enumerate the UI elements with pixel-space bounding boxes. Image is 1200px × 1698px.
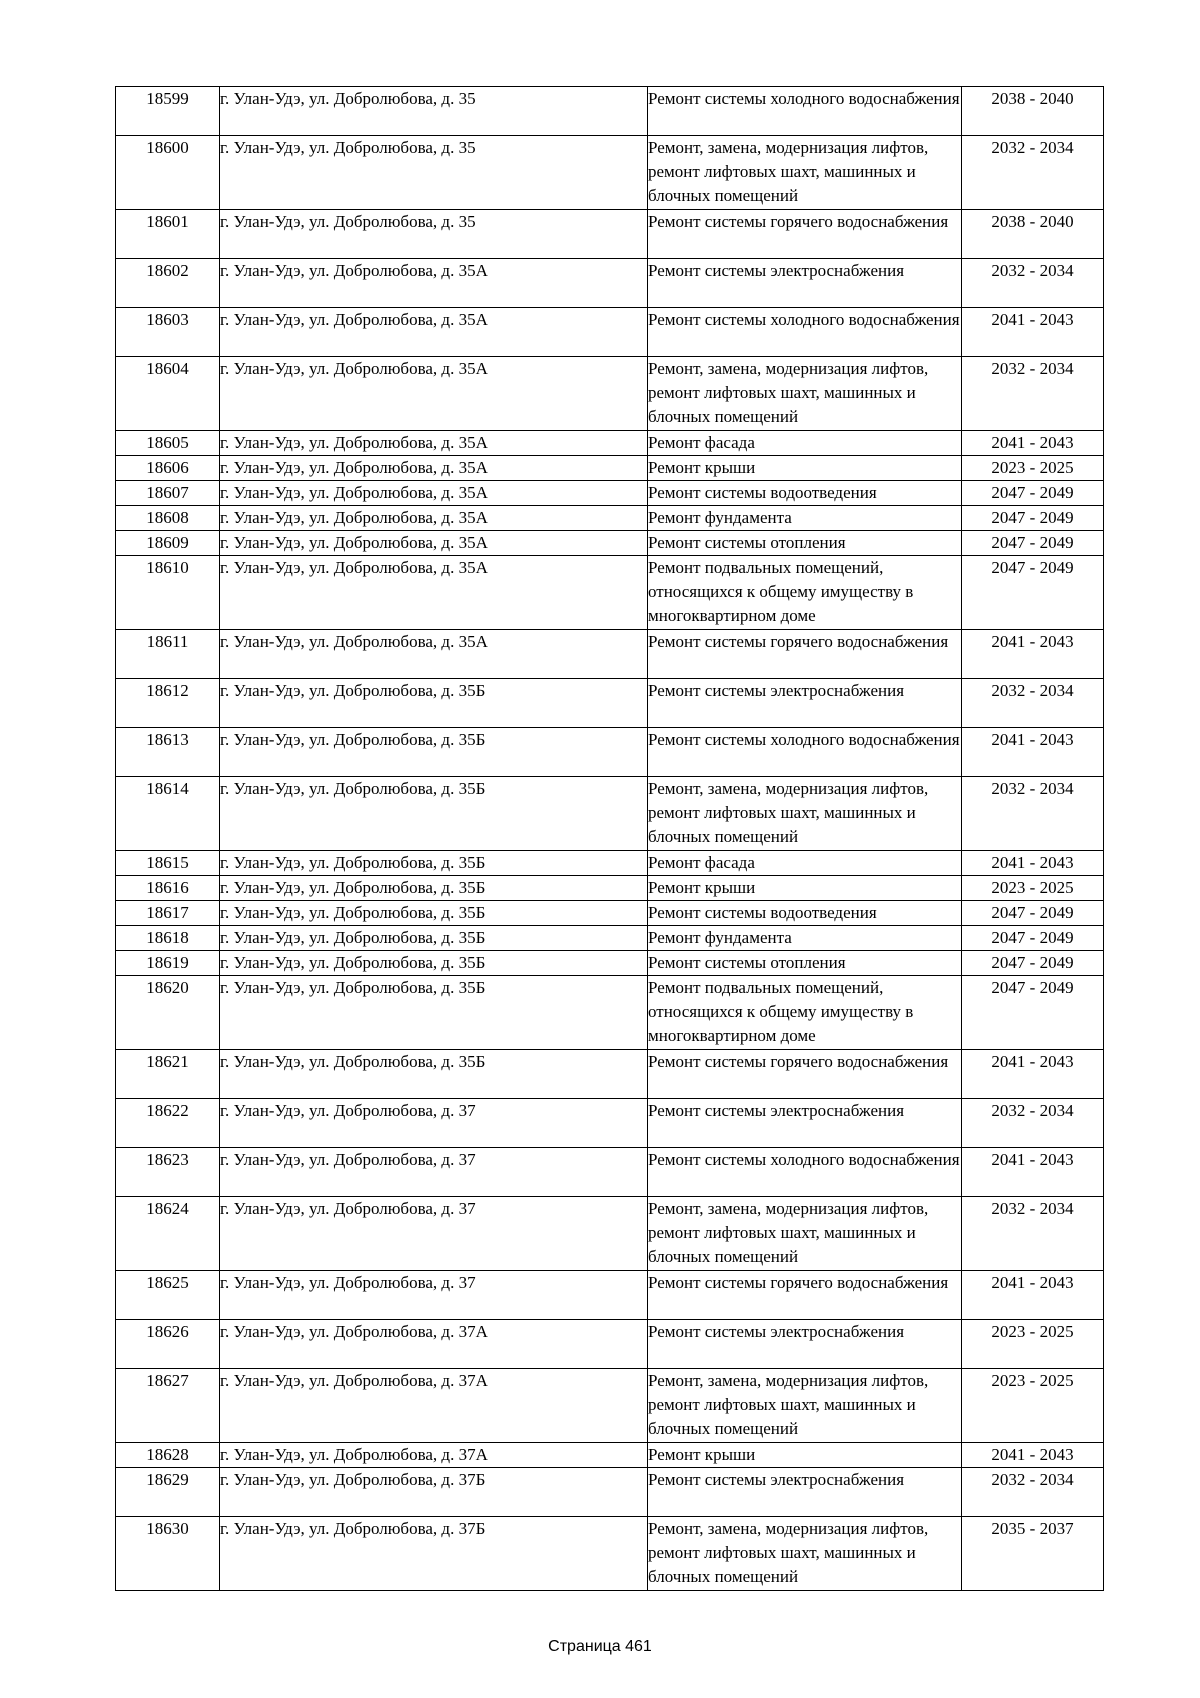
row-work-type: Ремонт системы горячего водоснабжения [648, 210, 962, 259]
row-years: 2047 - 2049 [962, 951, 1104, 976]
row-number: 18622 [116, 1099, 220, 1148]
row-work-type: Ремонт системы отопления [648, 531, 962, 556]
table-body [116, 87, 1104, 1591]
table-row [116, 1197, 1104, 1271]
row-work-type: Ремонт системы холодного водоснабжения [648, 308, 962, 357]
row-number: 18617 [116, 901, 220, 926]
row-address: г. Улан-Удэ, ул. Добролюбова, д. 35А [220, 259, 648, 308]
row-address: г. Улан-Удэ, ул. Добролюбова, д. 35 [220, 136, 648, 210]
table-row [116, 1099, 1104, 1148]
row-work-type: Ремонт фундамента [648, 506, 962, 531]
row-work-type: Ремонт, замена, модернизация лифтов, ремонт лифтовых шахт, машинных и блочных помещений [648, 1517, 962, 1591]
row-work-type: Ремонт крыши [648, 1443, 962, 1468]
row-number: 18602 [116, 259, 220, 308]
row-years: 2047 - 2049 [962, 926, 1104, 951]
row-address: г. Улан-Удэ, ул. Добролюбова, д. 37А [220, 1443, 648, 1468]
row-work-type: Ремонт системы электроснабжения [648, 679, 962, 728]
row-address: г. Улан-Удэ, ул. Добролюбова, д. 35А [220, 630, 648, 679]
row-work-type: Ремонт, замена, модернизация лифтов, ремонт лифтовых шахт, машинных и блочных помещений [648, 777, 962, 851]
row-number: 18600 [116, 136, 220, 210]
row-years: 2032 - 2034 [962, 679, 1104, 728]
row-work-type: Ремонт, замена, модернизация лифтов, ремонт лифтовых шахт, машинных и блочных помещений [648, 1197, 962, 1271]
table-row [116, 308, 1104, 357]
row-years: 2032 - 2034 [962, 1468, 1104, 1517]
table-row [116, 851, 1104, 876]
row-work-type: Ремонт системы водоотведения [648, 901, 962, 926]
row-years: 2041 - 2043 [962, 851, 1104, 876]
table-row [116, 431, 1104, 456]
table-row [116, 679, 1104, 728]
row-years: 2041 - 2043 [962, 1443, 1104, 1468]
row-address: г. Улан-Удэ, ул. Добролюбова, д. 37 [220, 1271, 648, 1320]
row-address: г. Улан-Удэ, ул. Добролюбова, д. 35А [220, 308, 648, 357]
row-number: 18615 [116, 851, 220, 876]
table-row [116, 926, 1104, 951]
row-address: г. Улан-Удэ, ул. Добролюбова, д. 35 [220, 87, 648, 136]
row-address: г. Улан-Удэ, ул. Добролюбова, д. 35Б [220, 851, 648, 876]
table-row [116, 556, 1104, 630]
row-years: 2047 - 2049 [962, 531, 1104, 556]
table-row [116, 976, 1104, 1050]
row-number: 18629 [116, 1468, 220, 1517]
row-number: 18601 [116, 210, 220, 259]
table-row [116, 136, 1104, 210]
row-years: 2038 - 2040 [962, 87, 1104, 136]
row-years: 2041 - 2043 [962, 728, 1104, 777]
row-work-type: Ремонт системы водоотведения [648, 481, 962, 506]
row-work-type: Ремонт системы горячего водоснабжения [648, 630, 962, 679]
table-row [116, 259, 1104, 308]
row-work-type: Ремонт системы холодного водоснабжения [648, 1148, 962, 1197]
table-row [116, 630, 1104, 679]
row-years: 2047 - 2049 [962, 556, 1104, 630]
row-work-type: Ремонт фасада [648, 431, 962, 456]
row-address: г. Улан-Удэ, ул. Добролюбова, д. 35Б [220, 728, 648, 777]
row-number: 18628 [116, 1443, 220, 1468]
row-address: г. Улан-Удэ, ул. Добролюбова, д. 35А [220, 506, 648, 531]
row-address: г. Улан-Удэ, ул. Добролюбова, д. 35Б [220, 901, 648, 926]
row-number: 18627 [116, 1369, 220, 1443]
row-address: г. Улан-Удэ, ул. Добролюбова, д. 35Б [220, 777, 648, 851]
row-work-type: Ремонт системы электроснабжения [648, 1099, 962, 1148]
row-number: 18609 [116, 531, 220, 556]
table-row [116, 210, 1104, 259]
row-number: 18612 [116, 679, 220, 728]
row-work-type: Ремонт, замена, модернизация лифтов, ремонт лифтовых шахт, машинных и блочных помещений [648, 136, 962, 210]
row-years: 2047 - 2049 [962, 901, 1104, 926]
row-address: г. Улан-Удэ, ул. Добролюбова, д. 37А [220, 1369, 648, 1443]
table-row [116, 728, 1104, 777]
table-row [116, 531, 1104, 556]
row-number: 18626 [116, 1320, 220, 1369]
row-years: 2032 - 2034 [962, 1099, 1104, 1148]
row-number: 18621 [116, 1050, 220, 1099]
row-work-type: Ремонт системы электроснабжения [648, 1320, 962, 1369]
row-address: г. Улан-Удэ, ул. Добролюбова, д. 37 [220, 1197, 648, 1271]
row-work-type: Ремонт системы холодного водоснабжения [648, 87, 962, 136]
row-number: 18624 [116, 1197, 220, 1271]
table-row [116, 87, 1104, 136]
row-number: 18619 [116, 951, 220, 976]
row-work-type: Ремонт системы электроснабжения [648, 1468, 962, 1517]
row-years: 2032 - 2034 [962, 1197, 1104, 1271]
row-work-type: Ремонт фасада [648, 851, 962, 876]
row-years: 2041 - 2043 [962, 308, 1104, 357]
row-address: г. Улан-Удэ, ул. Добролюбова, д. 35Б [220, 926, 648, 951]
table-row [116, 1050, 1104, 1099]
row-work-type: Ремонт системы электроснабжения [648, 259, 962, 308]
row-years: 2035 - 2037 [962, 1517, 1104, 1591]
row-work-type: Ремонт, замена, модернизация лифтов, ремонт лифтовых шахт, машинных и блочных помещений [648, 1369, 962, 1443]
row-years: 2047 - 2049 [962, 976, 1104, 1050]
row-years: 2041 - 2043 [962, 431, 1104, 456]
row-years: 2041 - 2043 [962, 630, 1104, 679]
row-number: 18625 [116, 1271, 220, 1320]
row-number: 18630 [116, 1517, 220, 1591]
row-address: г. Улан-Удэ, ул. Добролюбова, д. 35А [220, 481, 648, 506]
row-address: г. Улан-Удэ, ул. Добролюбова, д. 35Б [220, 976, 648, 1050]
row-number: 18607 [116, 481, 220, 506]
row-years: 2032 - 2034 [962, 136, 1104, 210]
table-row [116, 951, 1104, 976]
row-address: г. Улан-Удэ, ул. Добролюбова, д. 35А [220, 531, 648, 556]
row-number: 18599 [116, 87, 220, 136]
row-number: 18610 [116, 556, 220, 630]
table-row [116, 1517, 1104, 1591]
table-row [116, 1443, 1104, 1468]
page-number-footer: Страница 461 [548, 1638, 652, 1655]
row-number: 18605 [116, 431, 220, 456]
row-address: г. Улан-Удэ, ул. Добролюбова, д. 37Б [220, 1468, 648, 1517]
row-work-type: Ремонт системы холодного водоснабжения [648, 728, 962, 777]
row-address: г. Улан-Удэ, ул. Добролюбова, д. 37 [220, 1148, 648, 1197]
row-work-type: Ремонт крыши [648, 876, 962, 901]
row-number: 18614 [116, 777, 220, 851]
table-row [116, 357, 1104, 431]
row-number: 18606 [116, 456, 220, 481]
row-address: г. Улан-Удэ, ул. Добролюбова, д. 35Б [220, 876, 648, 901]
row-work-type: Ремонт крыши [648, 456, 962, 481]
row-address: г. Улан-Удэ, ул. Добролюбова, д. 35 [220, 210, 648, 259]
table-row [116, 876, 1104, 901]
row-number: 18604 [116, 357, 220, 431]
row-years: 2047 - 2049 [962, 481, 1104, 506]
row-years: 2047 - 2049 [962, 506, 1104, 531]
row-number: 18618 [116, 926, 220, 951]
table-row [116, 506, 1104, 531]
row-address: г. Улан-Удэ, ул. Добролюбова, д. 37А [220, 1320, 648, 1369]
row-years: 2032 - 2034 [962, 777, 1104, 851]
row-work-type: Ремонт, замена, модернизация лифтов, ремонт лифтовых шахт, машинных и блочных помещений [648, 357, 962, 431]
row-years: 2038 - 2040 [962, 210, 1104, 259]
row-address: г. Улан-Удэ, ул. Добролюбова, д. 35А [220, 456, 648, 481]
table-row [116, 901, 1104, 926]
table-row [116, 777, 1104, 851]
row-address: г. Улан-Удэ, ул. Добролюбова, д. 35А [220, 357, 648, 431]
row-number: 18616 [116, 876, 220, 901]
row-address: г. Улан-Удэ, ул. Добролюбова, д. 37 [220, 1099, 648, 1148]
table-row [116, 456, 1104, 481]
row-years: 2041 - 2043 [962, 1271, 1104, 1320]
row-number: 18623 [116, 1148, 220, 1197]
row-work-type: Ремонт подвальных помещений, относящихся к общему имуществу в многоквартирном доме [648, 556, 962, 630]
row-years: 2023 - 2025 [962, 876, 1104, 901]
row-work-type: Ремонт подвальных помещений, относящихся к общему имуществу в многоквартирном доме [648, 976, 962, 1050]
row-number: 18608 [116, 506, 220, 531]
row-years: 2023 - 2025 [962, 1320, 1104, 1369]
table-row [116, 1320, 1104, 1369]
row-years: 2041 - 2043 [962, 1050, 1104, 1099]
table-row [116, 1369, 1104, 1443]
row-address: г. Улан-Удэ, ул. Добролюбова, д. 35Б [220, 951, 648, 976]
row-number: 18603 [116, 308, 220, 357]
row-years: 2023 - 2025 [962, 456, 1104, 481]
table-row [116, 1148, 1104, 1197]
row-number: 18620 [116, 976, 220, 1050]
table-row [116, 1271, 1104, 1320]
row-work-type: Ремонт системы горячего водоснабжения [648, 1271, 962, 1320]
row-number: 18611 [116, 630, 220, 679]
row-years: 2032 - 2034 [962, 259, 1104, 308]
row-number: 18613 [116, 728, 220, 777]
row-address: г. Улан-Удэ, ул. Добролюбова, д. 35А [220, 431, 648, 456]
table-row [116, 481, 1104, 506]
row-years: 2032 - 2034 [962, 357, 1104, 431]
row-address: г. Улан-Удэ, ул. Добролюбова, д. 35Б [220, 1050, 648, 1099]
row-address: г. Улан-Удэ, ул. Добролюбова, д. 35Б [220, 679, 648, 728]
table-row [116, 1468, 1104, 1517]
row-work-type: Ремонт системы отопления [648, 951, 962, 976]
row-address: г. Улан-Удэ, ул. Добролюбова, д. 35А [220, 556, 648, 630]
row-years: 2023 - 2025 [962, 1369, 1104, 1443]
repair-schedule-table [115, 86, 1104, 1591]
row-work-type: Ремонт фундамента [648, 926, 962, 951]
row-address: г. Улан-Удэ, ул. Добролюбова, д. 37Б [220, 1517, 648, 1591]
row-years: 2041 - 2043 [962, 1148, 1104, 1197]
row-work-type: Ремонт системы горячего водоснабжения [648, 1050, 962, 1099]
